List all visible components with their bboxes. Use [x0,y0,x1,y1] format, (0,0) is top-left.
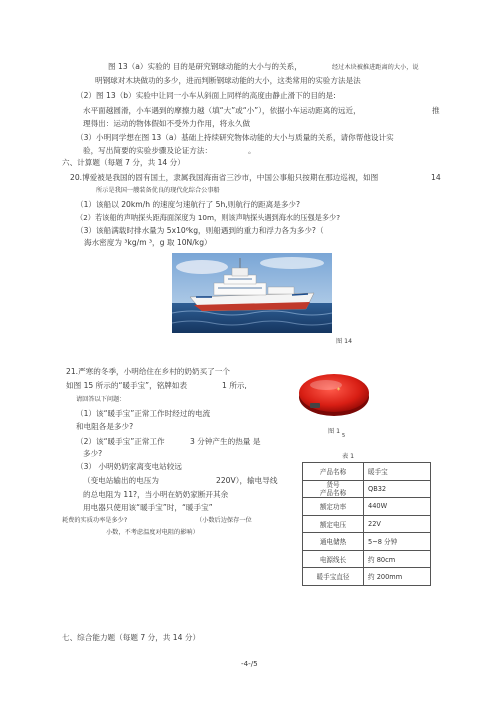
table-cell: 22V [364,515,431,533]
table-row [303,533,431,551]
q20-line3: （1）该船以 20km/h 的速度匀速航行了 5h,则航行的距离是多少? [76,200,301,209]
q21-line13: 小数，不考虑温度对电阻的影响） [106,529,199,536]
q21-line5: 和电阻各是多少? [76,422,134,431]
q21-line4: （1）该“暖手宝”正常工作时经过的电流 [76,409,211,418]
q21-line11: 用电器只使用该“暖手宝”时，“暖手宝” [83,503,213,512]
table-row [303,550,431,568]
table-cell: 产品名称 [303,463,364,481]
q21-line1: 21.严寒的冬季，小明给住在乡村的奶奶买了一个 [66,367,230,376]
q19-line3: （2）图 13（b）实验中让同一小车从斜面上同样的高度由静止滑下的目的是: [76,91,336,100]
q19-line1b: 经过木块被推进距离的大小，说 [332,64,419,71]
table-1-title: 表 1 [342,453,355,460]
svg-text:✶: ✶ [336,386,342,393]
figure-14-caption: 图 14 [336,338,353,345]
table-cell: 5~8 分钟 [364,533,431,551]
q21-line9b: 220V），输电导线 [216,476,278,485]
q21-line3: 请回答以下问题： [76,396,126,403]
q20-line1a: 20.博爱被是我国的固有国土，隶属我国海南省三沙市，中国公事船只按期在那边巡视，如图 [70,173,379,182]
q20-line6: 海水密度为 ³kg/m ³，g 取 10N/kg） [84,238,212,247]
q20-line5: （3）该船满载时排水量为 5x10⁶kg，则船遇到的重力和浮力各为多少?（ [76,226,324,235]
figure-15-caption-a: 图 1 [328,428,341,435]
table-row [303,463,431,481]
table-cell-text: 货号 产品名称 [319,480,347,497]
table-cell [303,480,364,498]
q21-line7: 多少? [83,449,103,458]
table-cell: 通电储热 [303,533,364,551]
table-cell: 额定功率 [303,498,364,516]
q19-line4a: 水平面越圆滑，小车遇到的摩擦力越（填“大”或“小”），依据小车运动距离的远近， [83,106,361,115]
q21-line6: （2）该“暖手宝”正常工作 [76,437,165,446]
table-row [303,515,431,533]
table-cell: 440W [364,498,431,516]
q20-line2: 所示是我国一艘装备优良的现代化综合公事船 [96,187,220,194]
q21-line12b: （小数后边保存一位 [196,517,252,524]
q19-line7: 验，写出简要的实验步骤及论证方法： [83,146,213,155]
table-row [303,568,431,586]
q21-line12a: 耗费的实质功率是多少? [62,517,128,524]
q19-line5: 理得出：运动的物体假如不受外力作用，将永久做 [83,119,251,128]
q19-line4b: 推 [432,106,440,115]
q21-line2b: 1 所示, [222,381,247,390]
q21-line10: 的总电阻为 11?，当小明在奶奶家断开其余 [83,490,229,499]
q19-line1a: 图 13（a）实验的 目的是研究钢球动能的大小与的关系， [108,62,302,71]
q21-line8: （3） 小明奶奶家离变电站较远 [76,462,182,471]
q19-line7-end: 。 [248,146,256,155]
q20-line4: （2）若该船的声呐探头距海面深度为 10m，则该声呐探头遇到海水的压强是多少? [76,213,341,222]
table-cell: 暖手宝直径 [303,568,364,586]
ship-photo [172,253,332,333]
table-cell: QB32 [364,480,431,498]
section6-title: 六、计算题（每题 7 分，共 14 分） [62,158,185,167]
page-number: -4-/5 [241,659,258,668]
table-cell: 约 80cm [364,550,431,568]
q19-line2: 明钢球对木块做功的多少，进而判断钢球动能的大小，这类常用的实验方法是法 [95,76,361,85]
q20-line1b: 14 [431,173,441,182]
q19-line6: （3）小明同学想在图 13（a）基础上持续研究物体动能的大小与质量的关系，请你帮他设计实 [76,133,394,142]
table-cell: 约 200mm [364,568,431,586]
hand-warmer-photo [296,367,372,419]
table-cell: 额定电压 [303,515,364,533]
q21-line6b: 3 分钟产生的热量 是 [190,437,261,446]
table-row [303,480,431,498]
section7-title: 七、综合能力题（每题 7 分，共 14 分） [62,633,201,642]
spec-table [302,462,431,586]
figure-15-caption-b: 5 [342,433,346,439]
q21-line9a: （变电站输出的电压为 [83,476,159,485]
table-cell: 暖手宝 [364,463,431,481]
q21-line2a: 如图 15 所示的“暖手宝”，铭牌如表 [66,381,188,390]
table-row [303,498,431,516]
table-cell: 电源线长 [303,550,364,568]
